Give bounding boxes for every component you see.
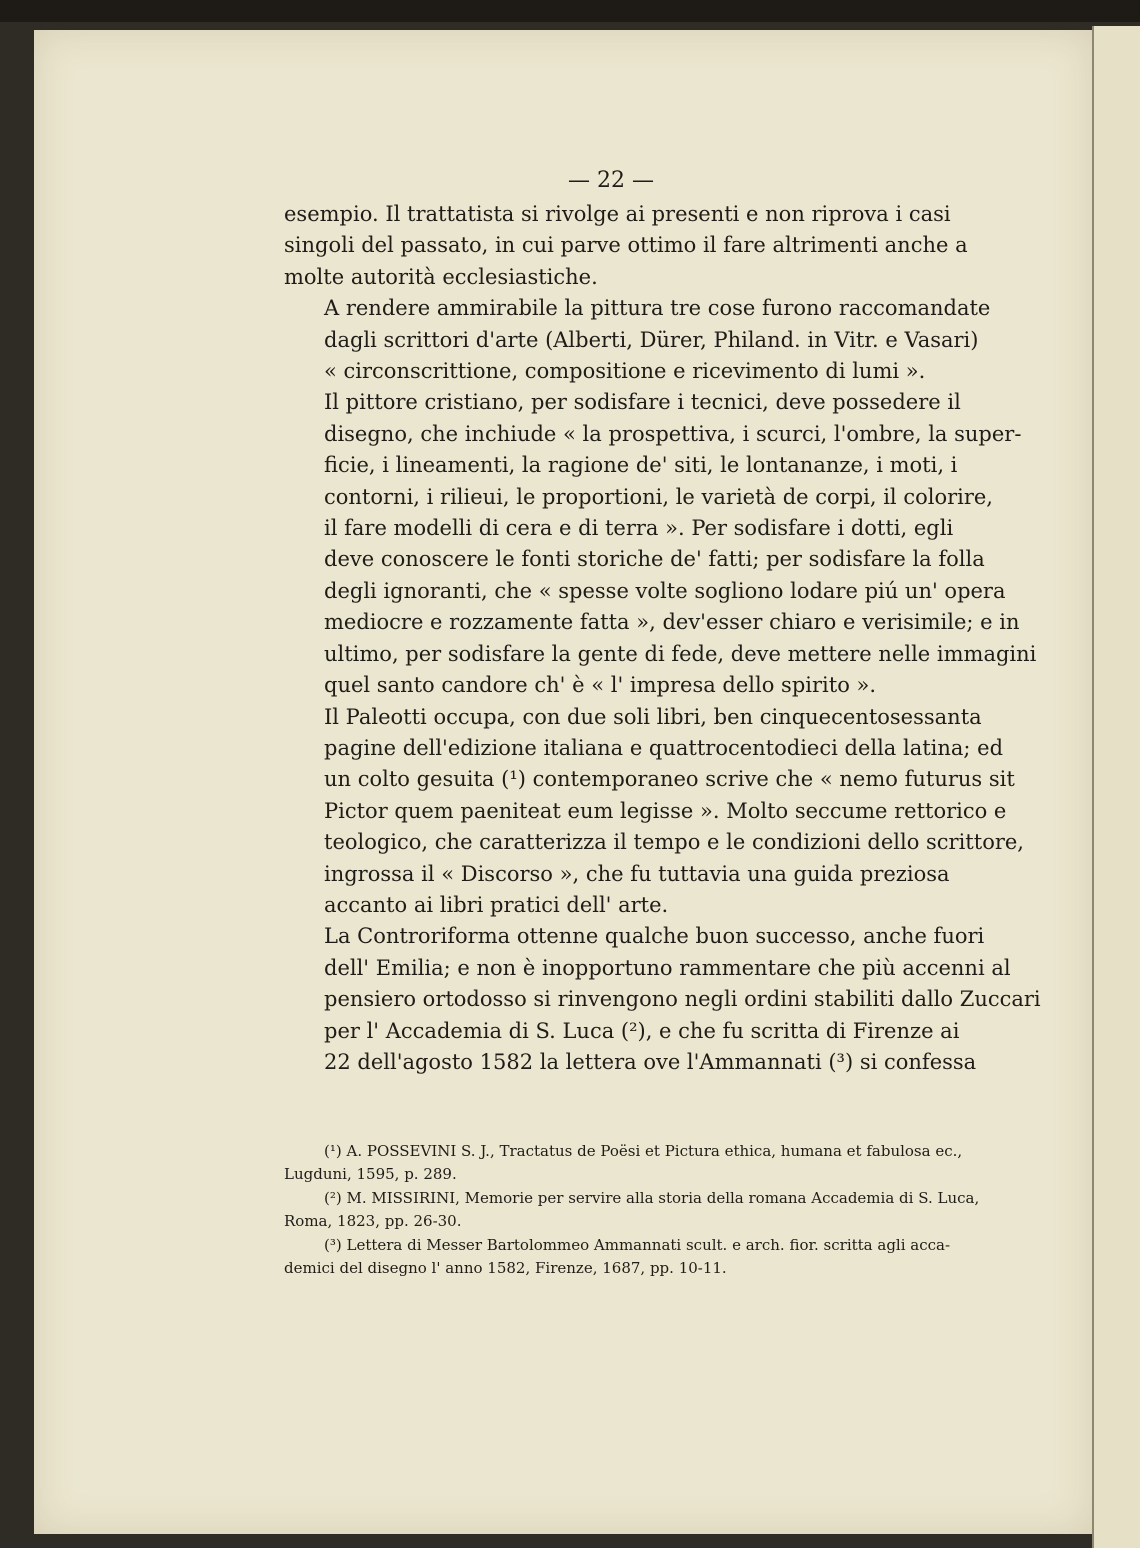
paragraph — [284, 199, 968, 293]
scan-top-border — [0, 0, 1140, 22]
page-body — [284, 165, 1041, 1078]
text-line: ultimo, per sodisfare la gente di fede, deve mettere nelle immagini — [324, 641, 1037, 666]
footnote — [284, 1234, 951, 1280]
text-line: singoli del passato, in cui parve ottimo il fare altrimenti anche a — [284, 233, 968, 258]
paragraph — [284, 702, 1024, 922]
text-line: ingrossa il « Discorso », che fu tuttavia una guida preziosa — [324, 861, 950, 886]
footnote-line: (²) M. MISSIRINI, Memorie per servire alla storia della romana Accademia di S. Luca, — [324, 1189, 980, 1207]
footnote-line: (³) Lettera di Messer Bartolommeo Ammannati scult. e arch. fior. scritta agli acca- — [324, 1236, 951, 1254]
footnote — [284, 1140, 963, 1186]
text-line: 22 dell'agosto 1582 la lettera ove l'Ammannati (³) si confessa — [324, 1049, 977, 1074]
text-line: deve conoscere le fonti storiche de' fatti; per sodisfare la folla — [324, 547, 985, 572]
footnote-line: Lugduni, 1595, p. 289. — [284, 1165, 457, 1183]
text-line: Il pittore cristiano, per sodisfare i tecnici, deve possedere il — [324, 390, 961, 415]
text-line: teologico, che caratterizza il tempo e le condizioni dello scrittore, — [324, 830, 1024, 855]
text-line: quel santo candore ch' è « l' impresa dello spirito ». — [324, 673, 877, 698]
next-page-edge — [1092, 26, 1140, 1548]
footnote-line: (¹) A. POSSEVINI S. J., Tractatus de Poësi et Pictura ethica, humana et fabulosa ec., — [324, 1142, 963, 1160]
text-line: accanto ai libri pratici dell' arte. — [324, 892, 669, 917]
text-line: pensiero ortodosso si rinvengono negli ordini stabiliti dallo Zuccari — [324, 987, 1041, 1012]
paragraph — [284, 921, 1041, 1078]
text-line: Pictor quem paeniteat eum legisse ». Molto seccume rettorico e — [324, 798, 1007, 823]
text-line: dell' Emilia; e non è inopportuno rammentare che più accenni al — [324, 955, 1011, 980]
paragraph — [284, 387, 1037, 701]
footnote-line: Roma, 1823, pp. 26-30. — [284, 1212, 462, 1230]
text-line: ficie, i lineamenti, la ragione de' siti, le lontananze, i moti, i — [324, 453, 958, 478]
paragraph — [284, 293, 991, 387]
footnote — [284, 1187, 980, 1233]
text-line: « circonscrittione, compositione e ricevimento di lumi ». — [324, 359, 926, 384]
text-line: il fare modelli di cera e di terra ». Per sodisfare i dotti, egli — [324, 516, 954, 541]
text-line: Il Paleotti occupa, con due soli libri, ben cinquecentosessanta — [324, 704, 982, 729]
text-line: pagine dell'edizione italiana e quattrocentodieci della latina; ed — [324, 735, 1004, 760]
text-line: esempio. Il trattatista si rivolge ai presenti e non riprova i casi — [284, 202, 951, 226]
text-line: disegno, che inchiude « la prospettiva, i scurci, l'ombre, la super- — [324, 421, 1022, 446]
page-number: — 22 — — [568, 168, 654, 193]
text-line: contorni, i rilieui, le proportioni, le varietà de corpi, il colorire, — [324, 484, 993, 509]
text-line: A rendere ammirabile la pittura tre cose furono raccomandate — [324, 296, 991, 321]
footnote-line: demici del disegno l' anno 1582, Firenze, 1687, pp. 10-11. — [284, 1259, 727, 1277]
text-line: molte autorità ecclesiastiche. — [284, 264, 598, 289]
text-line: per l' Accademia di S. Luca (²), e che fu scritta di Firenze ai — [324, 1018, 960, 1043]
text-line: un colto gesuita (¹) contemporaneo scrive che « nemo futurus sit — [324, 767, 1015, 792]
text-line: La Controriforma ottenne qualche buon successo, anche fuori — [324, 924, 985, 949]
text-line: degli ignoranti, che « spesse volte sogliono lodare piú un' opera — [324, 578, 1006, 603]
text-line: mediocre e rozzamente fatta », dev'esser chiaro e verisimile; e in — [324, 610, 1020, 635]
text-line: dagli scrittori d'arte (Alberti, Dürer, Philand. in Vitr. e Vasari) — [324, 327, 979, 352]
footnotes — [284, 1140, 980, 1280]
